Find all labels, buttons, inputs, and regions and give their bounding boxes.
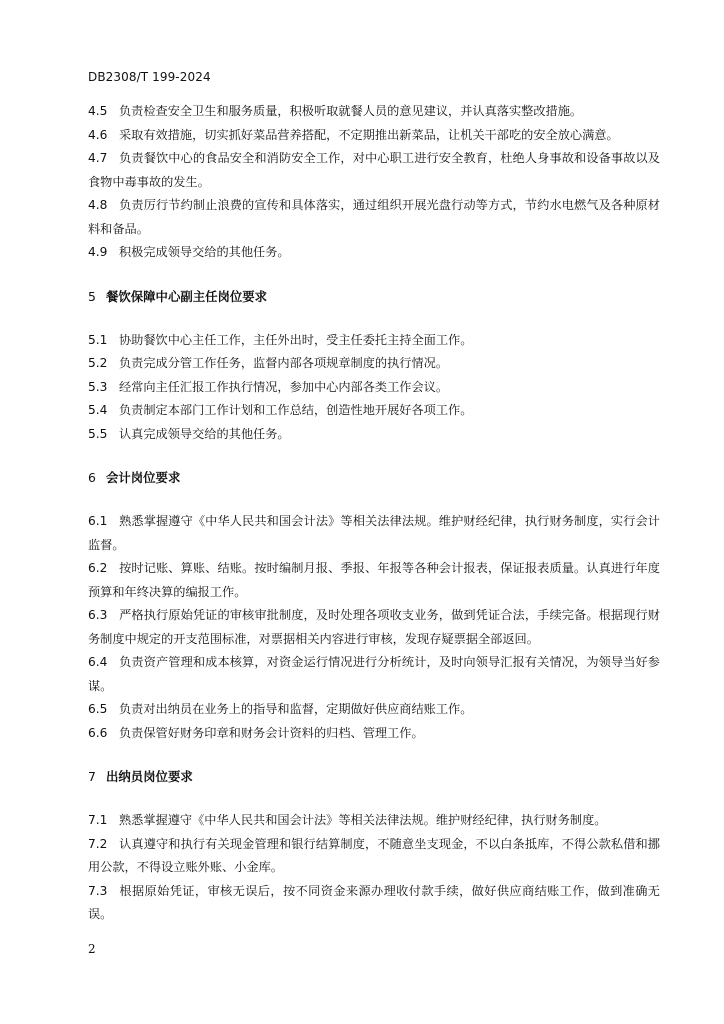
clause-text: 协助餐饮中心主任工作，主任外出时，受主任委托主持全面工作。 [119,332,473,347]
clause-text: 负责制定本部门工作计划和工作总结，创造性地开展好各项工作。 [119,403,473,417]
clause-text: 采取有效措施，切实抓好菜品营养搭配，不定期推出新菜品，让机关干部吃的安全放心满意。 [119,127,619,142]
section-heading-6 [88,466,660,490]
clause-number: 4.8 [88,198,108,212]
clause-5-1 [88,329,660,353]
document-body [88,100,660,927]
clause-4-7 [88,147,660,194]
clause-number: 5.4 [88,403,108,417]
clause-4-9 [88,241,660,265]
clause-5-4 [88,399,660,423]
clause-6-2 [88,557,660,604]
clause-6-3 [88,604,660,651]
clause-text: 按时记账、算账、结账。按时编制月报、季报、年报等各种会计报表，保证报表质量。认真进行年度预算和年终决算的编报工作。 [88,561,660,599]
section-title: 会计岗位要求 [106,470,181,485]
clause-number: 4.5 [88,104,108,118]
section-number: 5 [88,288,96,304]
clause-number: 6.2 [88,561,108,575]
clause-text: 熟悉掌握遵守《中华人民共和国会计法》等相关法律法规。维护财经纪律，执行财务制度，实行会计监督。 [88,514,660,552]
clause-number: 6.4 [88,655,108,669]
clause-number: 7.1 [88,813,108,827]
clause-6-5 [88,698,660,722]
section-number: 7 [88,769,96,784]
clause-number: 4.9 [88,245,108,259]
clause-5-5 [88,423,660,447]
clause-5-3 [88,376,660,400]
clause-number: 6.5 [88,702,108,716]
clause-text: 负责对出纳员在业务上的指导和监督，定期做好供应商结账工作。 [119,702,473,716]
clause-text: 负责保管好财务印章和财务会计资料的归档、管理工作。 [119,725,424,740]
clause-text: 积极完成领导交给的其他任务。 [119,245,290,259]
clause-text: 认真完成领导交给的其他任务。 [119,426,290,441]
clause-number: 7.2 [88,836,108,851]
clause-number: 7.3 [88,883,108,898]
clause-number: 5.1 [88,332,108,347]
clause-text: 严格执行原始凭证的审核审批制度，及时处理各项收支业务，做到凭证合法，手续完备。根据现行财务制度中规定的开支范围标准，对票据相关内容进行审核，发现存疑票据全部返回。 [88,608,660,646]
clause-4-5 [88,100,660,124]
clause-7-2 [88,833,660,880]
section-heading-5 [88,285,660,309]
clause-4-6 [88,124,660,148]
clause-number: 5.5 [88,426,108,441]
clause-number: 4.6 [88,127,108,142]
clause-7-1 [88,809,660,833]
standard-number: DB2308/T 199-2024 [88,70,211,84]
section-heading-7 [88,765,660,789]
section-title: 餐饮保障中心副主任岗位要求 [106,288,268,304]
clause-text: 经常向主任汇报工作执行情况，参加中心内部各类工作会议。 [119,379,449,394]
clause-text: 熟悉掌握遵守《中华人民共和国会计法》等相关法律法规。维护财经纪律，执行财务制度。 [119,813,607,827]
clause-number: 6.3 [88,608,108,622]
clause-6-4 [88,651,660,698]
clause-text: 负责资产管理和成本核算，对资金运行情况进行分析统计，及时向领导汇报有关情况，为领导当好参谋。 [88,655,660,693]
clause-text: 负责检查安全卫生和服务质量，积极听取就餐人员的意见建议，并认真落实整改措施。 [119,104,583,118]
clause-text: 根据原始凭证，审核无误后，按不同资金来源办理收付款手续，做好供应商结账工作，做到准确无误。 [88,883,660,921]
page-number: 2 [88,942,96,956]
clause-number: 5.2 [88,356,108,370]
clause-4-8 [88,194,660,241]
clause-number: 4.7 [88,151,108,165]
section-title: 出纳员岗位要求 [106,769,193,784]
clause-7-3 [88,880,660,927]
clause-text: 负责完成分管工作任务，监督内部各项规章制度的执行情况。 [119,356,449,370]
clause-text: 认真遵守和执行有关现金管理和银行结算制度，不随意坐支现金，不以白条抵库，不得公款私借和挪用公款，不得设立账外账、小金库。 [88,836,660,874]
clause-5-2 [88,352,660,376]
clause-6-6 [88,722,660,746]
clause-text: 负责厉行节约制止浪费的宣传和具体落实，通过组织开展光盘行动等方式，节约水电燃气及各种原材料和备品。 [88,198,660,236]
clause-number: 5.3 [88,379,108,394]
section-number: 6 [88,470,96,485]
clause-number: 6.1 [88,514,108,528]
clause-text: 负责餐饮中心的食品安全和消防安全工作，对中心职工进行安全教育，杜绝人身事故和设备事故以及食物中毒事故的发生。 [88,151,660,189]
clause-number: 6.6 [88,725,108,740]
clause-6-1 [88,510,660,557]
